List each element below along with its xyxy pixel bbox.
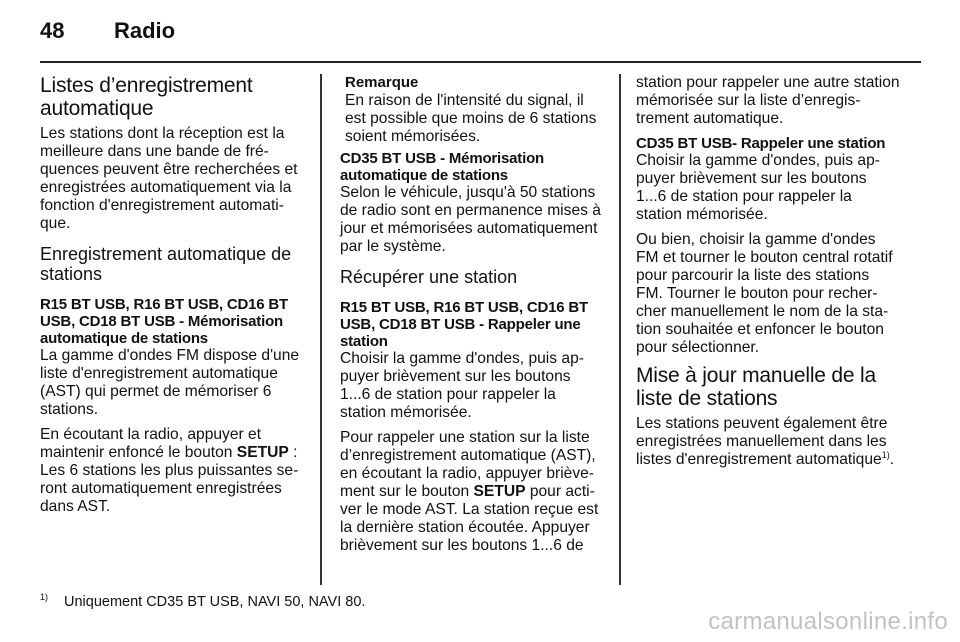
footnote [40, 592, 366, 610]
paragraph-recall-buttons: Choisir la gamme d'ondes, puis appuyer brièvement sur les boutons 1...6 de station pour rappeler la station mémorisée. [340, 350, 584, 421]
note-heading: Remarque [345, 74, 419, 91]
paragraph-50-stations: Selon le véhicule, jusqu'à 50 stations de radio sont en permanence mises à jour et mémorisées automatiquement par le système. [340, 184, 601, 255]
paragraph-ast-list: La gamme d'ondes FM dispose d'une liste d'enregistrement automatique (AST) qui permet de mémoriser 6 stations. [40, 347, 300, 418]
page-header [40, 18, 920, 50]
section-title: Radio [114, 18, 176, 43]
paragraph-ast-recall: Pour rappeler une station sur la liste d’enregistrement automatique (AST), en écoutant la radio, appuyer brièvement sur le bouton SETUP pour activer le mode AST. La station reçue est la dernière station écoutée. Appuyer brièvement sur les boutons 1...6 de [340, 429, 599, 554]
heading-auto-store-stations: Enregistrement automatique de stations [40, 244, 292, 284]
column-middle [340, 74, 604, 562]
watermark: carmanualsonline.info [708, 608, 948, 635]
note-text: En raison de l'intensité du signal, il est possible que moins de 6 stations soient mémorisées. [345, 92, 597, 145]
header-divider [40, 61, 921, 63]
heading-recall-station: Récupérer une station [340, 267, 518, 287]
paragraph-rotary: Ou bien, choisir la gamme d'ondes FM et tourner le bouton central rotatif pour parcourir la liste des stations FM. Tourner le bouton pour rechercher manuellement le nom de la station souhaitée et enfoncer le bouton pour sélectionner. [636, 231, 893, 356]
footnote-text: Uniquement CD35 BT USB, NAVI 50, NAVI 80. [64, 594, 366, 610]
footnote-mark: 1) [40, 592, 49, 602]
page-number: 48 [40, 18, 65, 43]
heading-manual-update: Mise à jour manuelle de la liste de stations [636, 364, 876, 410]
subheading-models-auto-store: R15 BT USB, R16 BT USB, CD16 BT USB, CD18 BT USB - Mémorisation automatique de stations [40, 296, 289, 347]
paragraph-manual-store: Les stations peuvent également être enregistrées manuellement dans les listes d'enregistrement automatique$^{1)}$. [636, 415, 895, 468]
column-left [40, 74, 304, 523]
subheading-models-recall: R15 BT USB, R16 BT USB, CD16 BT USB, CD18 BT USB - Rappeler une station [340, 299, 589, 350]
paragraph-intro: Les stations dont la réception est la meilleure dans une bande de fréquences peuvent être recherchées et enregistrées automatiquement via la fonction d'enregistrement automatique. [40, 125, 298, 232]
paragraph-cd35-recall: Choisir la gamme d'ondes, puis appuyer brièvement sur les boutons 1...6 de station pour rappeler la station mémorisée. [636, 152, 880, 223]
column-divider-1 [320, 74, 322, 585]
footnote-ref: 1) [881, 449, 890, 460]
setup-keyword: SETUP [473, 483, 526, 500]
column-divider-2 [619, 74, 621, 585]
note-box [345, 74, 604, 146]
paragraph-continued: station pour rappeler une autre station mémorisée sur la liste d’enregistrement automatique. [636, 74, 900, 127]
subheading-cd35-recall: CD35 BT USB- Rappeler une station [636, 135, 886, 152]
heading-auto-store-lists: Listes d’enregistrement automatique [40, 74, 253, 120]
subheading-cd35-auto-store: CD35 BT USB - Mémorisation automatique de stations [340, 150, 544, 184]
setup-keyword: SETUP [236, 444, 289, 461]
column-right [636, 74, 900, 476]
paragraph-setup-hold: En écoutant la radio, appuyer et maintenir enfoncé le bouton SETUP : Les 6 stations les plus puissantes seront automatiquement enregistrées dans AST. [40, 426, 299, 515]
